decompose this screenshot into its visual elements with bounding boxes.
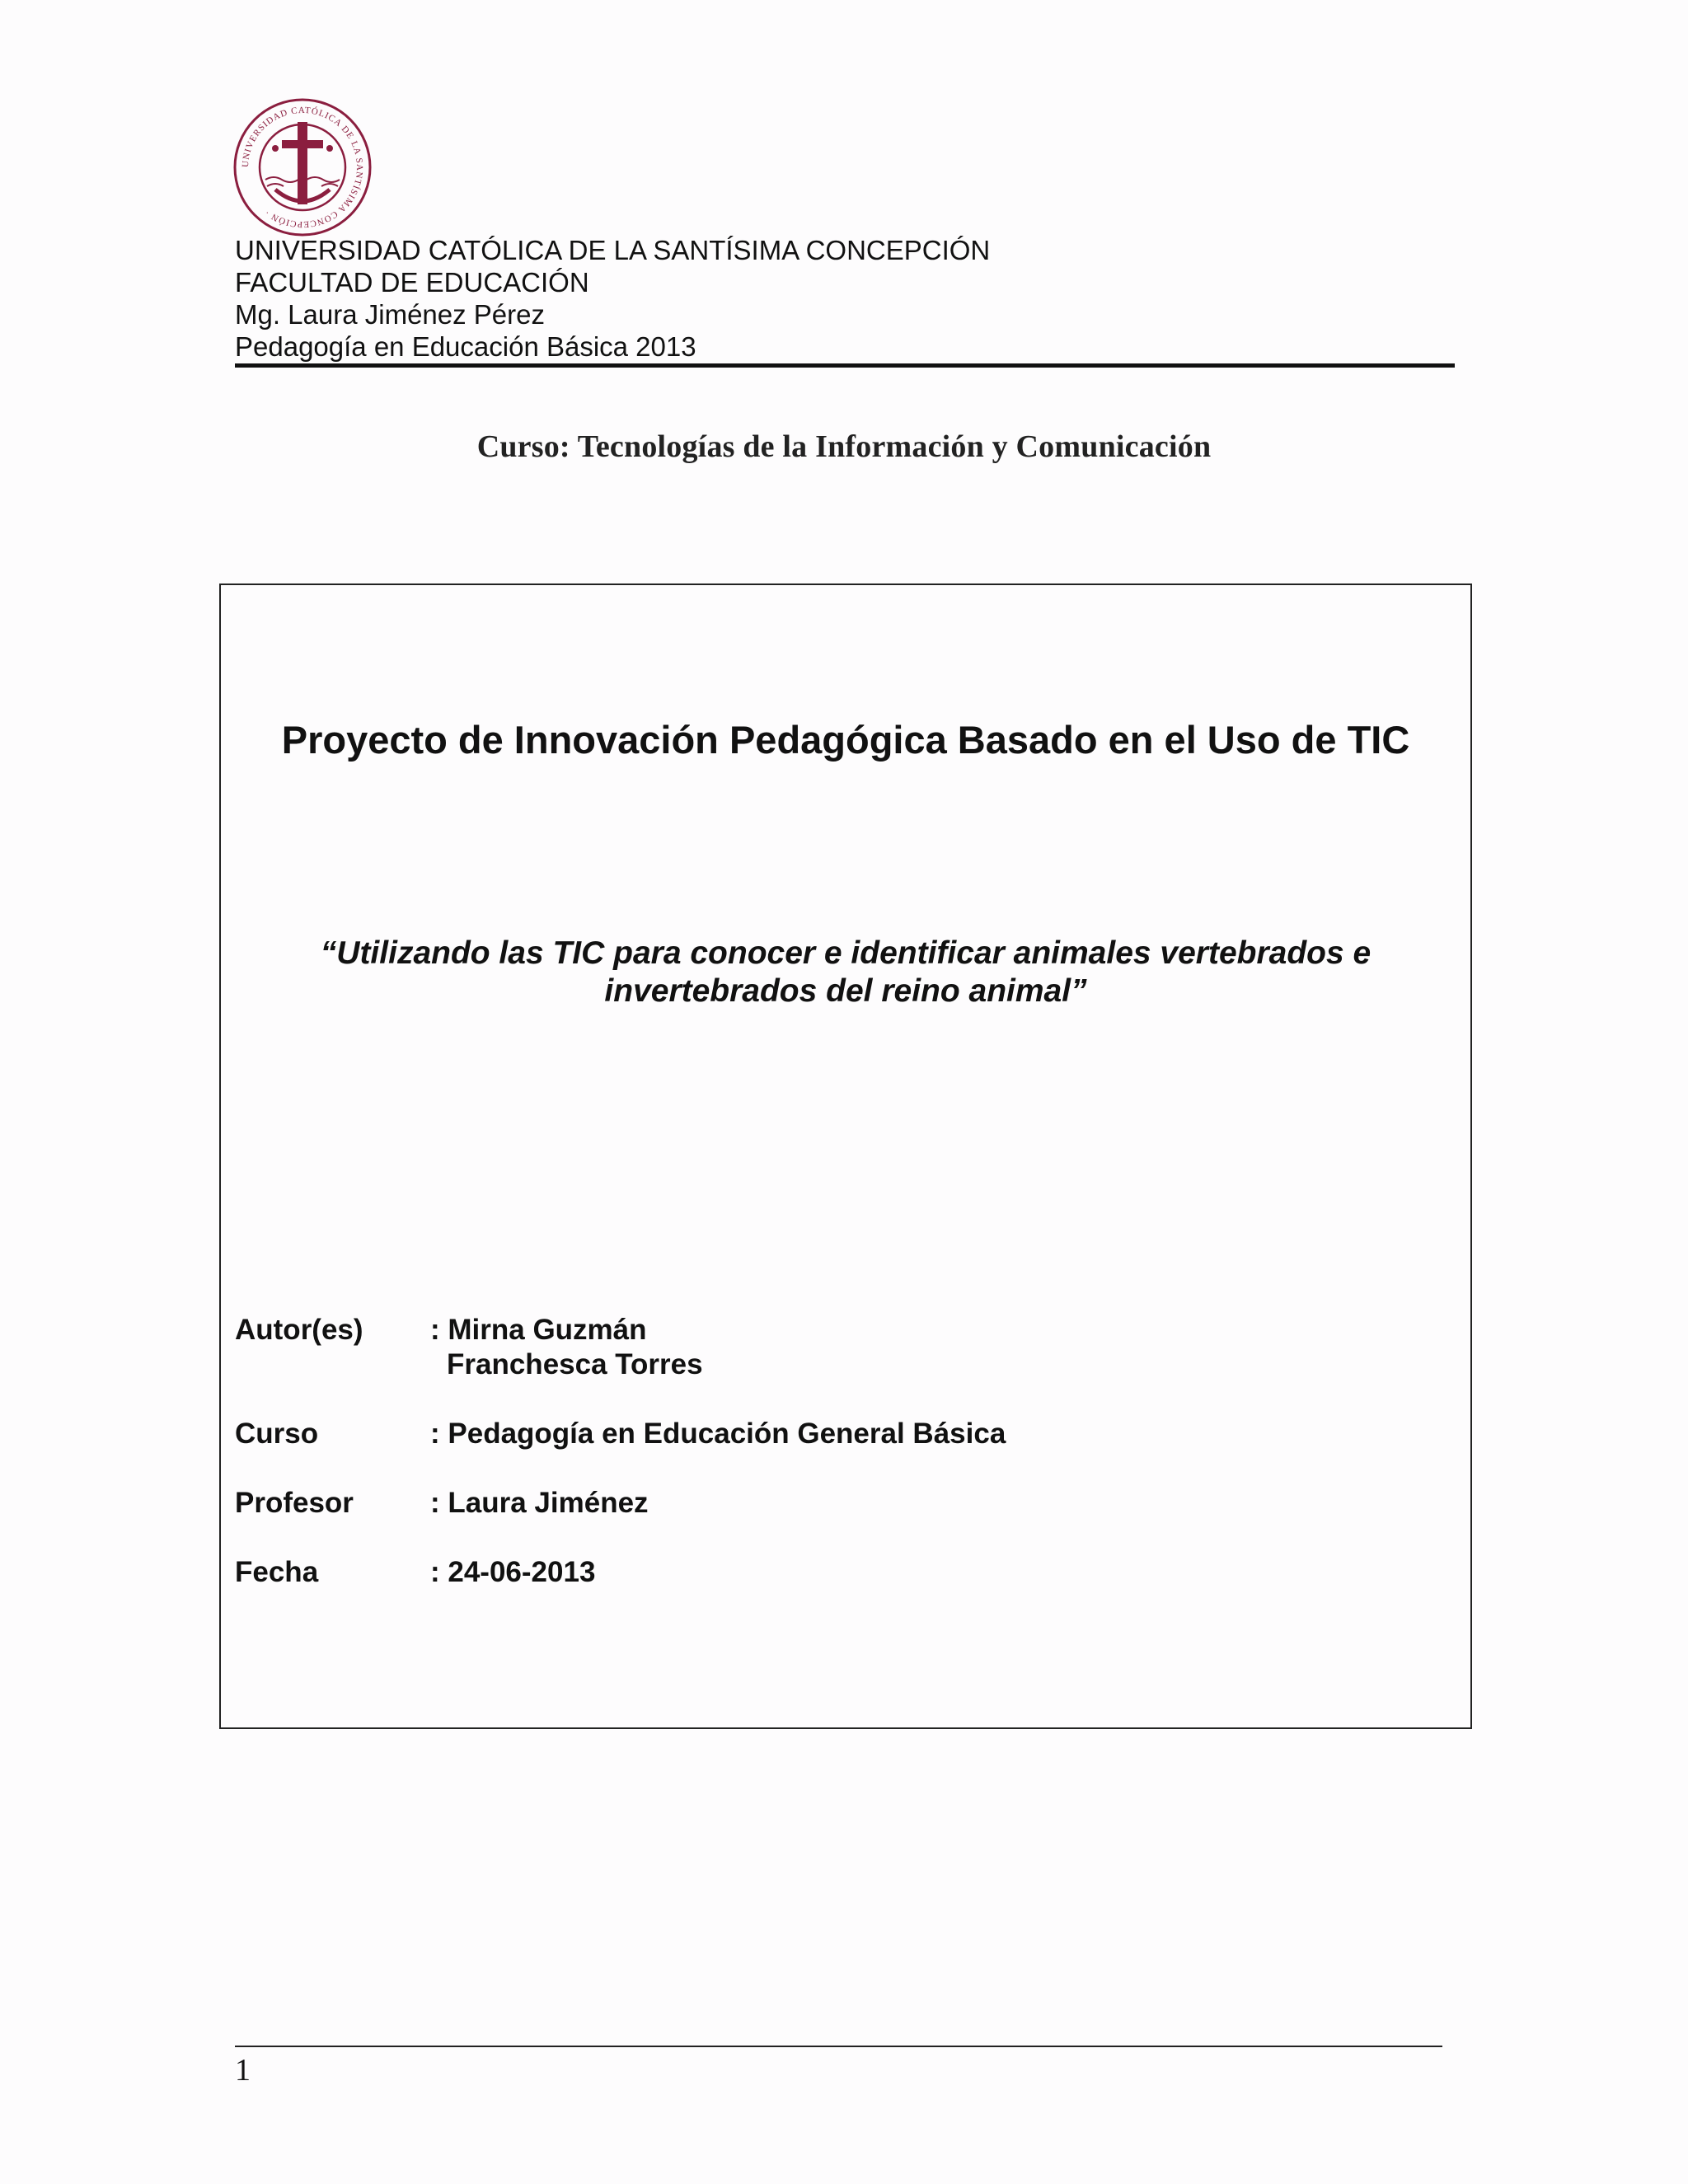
professor-value: : Laura Jiménez [430, 1487, 649, 1519]
course-title: Curso: Tecnologías de la Información y Comunicación [476, 429, 1212, 464]
document-header [235, 234, 1455, 363]
project-title: Proyecto de Innovación Pedagógica Basado en el Uso de TIC [281, 718, 1410, 762]
project-subtitle [272, 935, 1419, 1010]
university-name: UNIVERSIDAD CATÓLICA DE LA SANTÍSIMA CONCEPCIÓN [235, 235, 991, 265]
course-row [235, 1418, 1006, 1451]
date-row [235, 1556, 595, 1589]
author-1: : Mirna Guzmán [430, 1314, 647, 1346]
professor-row [235, 1487, 649, 1520]
instructor-name: Mg. Laura Jiménez Pérez [235, 299, 546, 330]
authors-label: Autor(es) [235, 1314, 363, 1346]
course-value: : Pedagogía en Educación General Básica [430, 1418, 1006, 1450]
project-subtitle-line-2: invertebrados del reino animal” [604, 973, 1087, 1009]
page-number: 1 [235, 2053, 251, 2088]
header-divider [235, 363, 1455, 368]
professor-label: Profesor [235, 1487, 354, 1519]
program-name: Pedagogía en Educación Básica 2013 [235, 331, 696, 362]
project-subtitle-line-1: “Utilizando las TIC para conocer e identificar animales vertebrados e [320, 935, 1372, 971]
university-seal-icon [232, 97, 373, 237]
footer-divider [235, 2046, 1442, 2047]
faculty-name: FACULTAD DE EDUCACIÓN [235, 267, 589, 298]
authors-row-2 [235, 1348, 703, 1381]
course-label: Curso [235, 1418, 319, 1450]
author-2: Franchesca Torres [447, 1348, 703, 1380]
authors-row [235, 1314, 647, 1347]
svg-text:UNIVERSIDAD CATÓLICA DE LA SAN: UNIVERSIDAD CATÓLICA DE LA SANTÍSIMA CONCEPCIÓN · [240, 105, 365, 230]
date-value: : 24-06-2013 [430, 1556, 596, 1588]
date-label: Fecha [235, 1556, 319, 1588]
